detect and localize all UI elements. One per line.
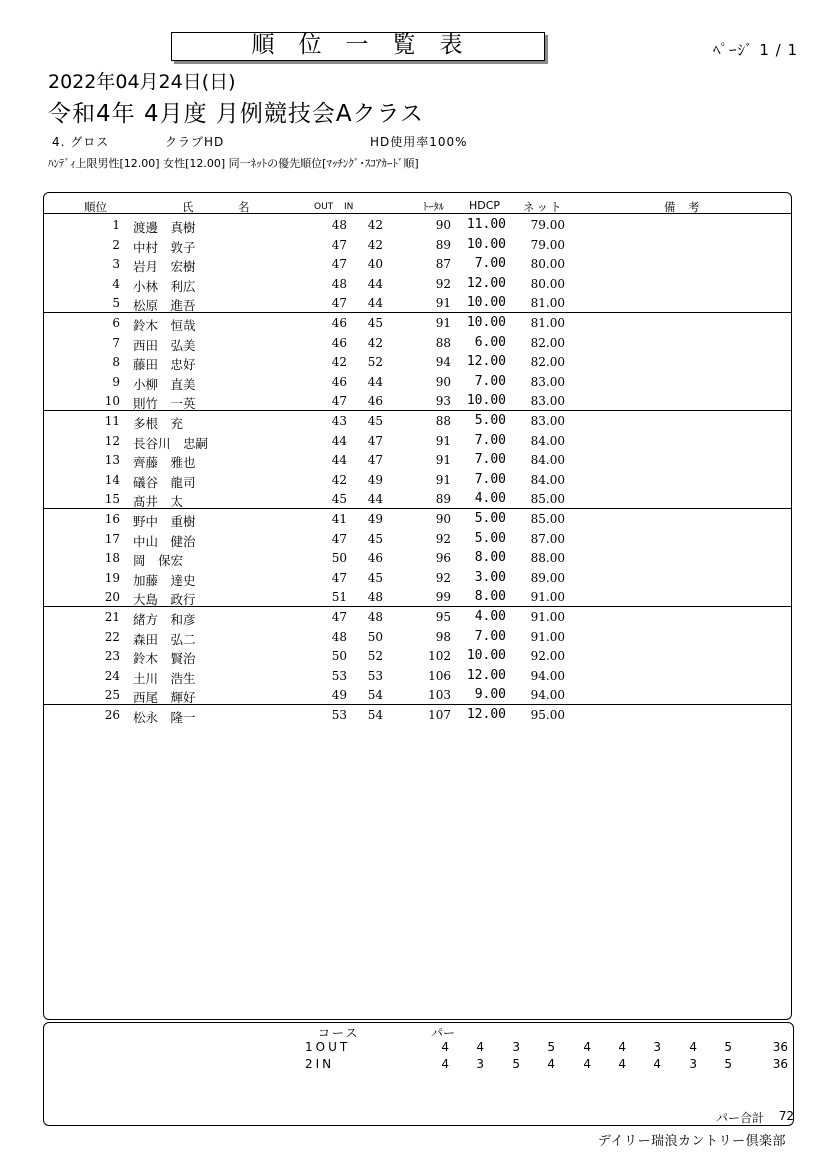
table-row (44, 568, 791, 588)
table-row (44, 431, 791, 451)
total-cell: 92 (435, 531, 451, 546)
rank-cell: 23 (104, 649, 120, 664)
hdcp-cell: 12.00 (466, 667, 506, 683)
total-cell: 92 (435, 570, 451, 585)
rank-cell: 19 (104, 570, 120, 585)
net-cell: 92.00 (530, 649, 565, 664)
rank-cell: 24 (104, 668, 120, 683)
table-row (44, 685, 791, 705)
header-in: IN (344, 202, 354, 212)
name-cell: 藤田 忠好 (133, 357, 196, 373)
name-cell: 森田 弘二 (133, 631, 196, 647)
hdcp-cell: 7.00 (474, 373, 506, 389)
table-row (44, 215, 791, 235)
name-cell: 齊藤 雅也 (133, 455, 196, 471)
total-cell: 91 (435, 453, 451, 468)
hole-par: 4 (618, 1057, 626, 1071)
net-cell: 94.00 (530, 668, 565, 683)
course-label: コース (318, 1026, 360, 1040)
hdcp-cell: 3.00 (474, 569, 506, 585)
hdcp-cell: 4.00 (474, 491, 506, 507)
hdcp-cell: 12.00 (466, 707, 506, 722)
course-total: 36 (772, 1057, 788, 1071)
net-cell: 95.00 (530, 708, 565, 722)
rank-cell: 17 (104, 531, 120, 546)
hdcp-cell: 5.00 (474, 511, 506, 526)
table-row (44, 274, 791, 294)
hole-par: 4 (441, 1057, 449, 1071)
header-name-2: 名 (238, 200, 250, 214)
page-title: 順位一覧表 (251, 32, 487, 58)
in-cell: 50 (367, 629, 383, 644)
total-cell: 96 (435, 551, 451, 566)
out-cell: 47 (331, 531, 347, 546)
net-cell: 83.00 (530, 374, 565, 389)
header-remarks-2: 考 (688, 200, 700, 214)
out-cell: 49 (331, 688, 347, 703)
page-indicator: ﾍﾟｰｼﾞ 1 / 1 (713, 41, 798, 59)
net-cell: 80.00 (530, 276, 565, 291)
total-cell: 106 (428, 668, 451, 683)
table-row (44, 548, 791, 568)
name-cell: 土川 浩生 (133, 670, 196, 686)
hdcp-cell: 12.00 (466, 354, 506, 370)
rank-cell: 13 (104, 453, 120, 468)
hdcp-cell: 10.00 (466, 295, 506, 311)
net-cell: 83.00 (530, 414, 565, 428)
name-cell: 小柳 直美 (133, 376, 196, 392)
total-cell: 91 (435, 433, 451, 448)
name-cell: 鈴木 賢治 (133, 651, 196, 667)
hole-par: 3 (689, 1057, 697, 1071)
table-row (44, 666, 791, 686)
hdcp-cell: 12.00 (466, 275, 506, 291)
header-rank: 順位 (84, 200, 107, 214)
total-cell: 103 (428, 688, 451, 703)
net-cell: 82.00 (530, 335, 565, 350)
header-remarks-1: 備 (664, 200, 676, 214)
out-cell: 42 (331, 355, 347, 370)
rank-cell: 26 (104, 708, 120, 722)
net-cell: 87.00 (530, 531, 565, 546)
net-cell: 91.00 (530, 629, 565, 644)
rank-cell: 6 (112, 316, 120, 330)
in-cell: 54 (367, 708, 383, 722)
hole-par: 3 (653, 1040, 661, 1054)
rank-cell: 20 (104, 590, 120, 605)
handicap-note: ﾊﾝﾃﾞｨ上限男性[12.00] 女性[12.00] 同一ﾈｯﾄの優先順位[ﾏｯﾁﾝｸﾞ･ｽｺｱｶｰﾄﾞ順] (48, 157, 419, 170)
in-cell: 48 (367, 610, 383, 624)
in-cell: 52 (367, 355, 383, 370)
total-cell: 91 (435, 472, 451, 487)
out-cell: 50 (331, 649, 347, 664)
rank-cell: 3 (112, 257, 120, 272)
out-cell: 46 (331, 374, 347, 389)
table-row (44, 529, 791, 549)
total-cell: 95 (435, 610, 451, 624)
hdcp-cell: 7.00 (474, 628, 506, 644)
rank-cell: 5 (112, 296, 120, 311)
net-cell: 85.00 (530, 492, 565, 507)
hole-par: 4 (689, 1040, 697, 1054)
hole-par: 5 (547, 1040, 555, 1054)
hole-par: 5 (512, 1057, 520, 1071)
rank-cell: 14 (104, 472, 120, 487)
hole-par: 4 (547, 1057, 555, 1071)
net-cell: 84.00 (530, 433, 565, 448)
total-cell: 89 (435, 492, 451, 507)
hdcp-cell: 10.00 (466, 315, 506, 330)
hdcp-cell: 7.00 (474, 256, 506, 272)
out-cell: 53 (331, 668, 347, 683)
rank-cell: 9 (112, 374, 120, 389)
table-row (44, 313, 791, 333)
hdcp-cell: 10.00 (466, 393, 506, 409)
out-cell: 48 (331, 218, 347, 232)
total-cell: 93 (435, 394, 451, 409)
hole-par: 4 (583, 1057, 591, 1071)
in-cell: 47 (367, 453, 383, 468)
rank-cell: 7 (112, 335, 120, 350)
net-cell: 89.00 (530, 570, 565, 585)
total-cell: 89 (435, 237, 451, 252)
name-cell: 松原 進吾 (133, 298, 196, 314)
out-cell: 47 (331, 570, 347, 585)
net-cell: 83.00 (530, 394, 565, 409)
table-row (44, 352, 791, 372)
net-cell: 84.00 (530, 453, 565, 468)
hole-par: 4 (583, 1040, 591, 1054)
name-cell: 加藤 達史 (133, 572, 196, 588)
table-row (44, 489, 791, 509)
rank-cell: 10 (104, 394, 120, 409)
name-cell: 渡邊 真樹 (133, 220, 196, 235)
total-cell: 88 (435, 335, 451, 350)
net-cell: 80.00 (530, 257, 565, 272)
rank-cell: 8 (112, 355, 120, 370)
in-cell: 54 (367, 688, 383, 703)
hdcp-cell: 5.00 (474, 413, 506, 428)
total-cell: 98 (435, 629, 451, 644)
out-cell: 48 (331, 629, 347, 644)
total-cell: 92 (435, 276, 451, 291)
name-cell: 岡 保宏 (133, 553, 184, 569)
hdcp-cell: 10.00 (466, 648, 506, 664)
name-cell: 大島 政行 (133, 592, 196, 608)
in-cell: 49 (367, 512, 383, 526)
header-out: OUT (314, 202, 334, 212)
table-row (44, 705, 791, 725)
hole-par: 4 (618, 1040, 626, 1054)
net-cell: 82.00 (530, 355, 565, 370)
net-cell: 79.00 (530, 237, 565, 252)
hdcp-cell: 7.00 (474, 471, 506, 487)
header-name-1: 氏 (182, 200, 194, 214)
hole-par: 5 (724, 1057, 732, 1071)
in-cell: 46 (367, 394, 383, 409)
table-row (44, 391, 791, 411)
par-table (43, 1022, 794, 1126)
out-cell: 47 (331, 610, 347, 624)
in-cell: 42 (367, 335, 383, 350)
par-label: パー (431, 1026, 456, 1040)
course-name: 1OUT (305, 1040, 351, 1054)
total-cell: 102 (428, 649, 451, 664)
course-total: 36 (772, 1040, 788, 1054)
hdcp-cell: 11.00 (466, 217, 506, 232)
format-label: 4. グロス (52, 135, 110, 149)
total-cell: 99 (435, 590, 451, 605)
in-cell: 45 (367, 414, 383, 428)
out-cell: 42 (331, 472, 347, 487)
in-cell: 42 (367, 218, 383, 232)
name-cell: 礒谷 龍司 (133, 474, 196, 490)
out-cell: 48 (331, 276, 347, 291)
out-cell: 41 (331, 512, 347, 526)
out-cell: 51 (331, 590, 347, 605)
name-cell: 長谷川 忠嗣 (133, 435, 209, 451)
hdcp-cell: 5.00 (474, 530, 506, 546)
table-row (44, 509, 791, 529)
out-cell: 45 (331, 492, 347, 507)
rank-cell: 4 (112, 276, 120, 291)
in-cell: 45 (367, 570, 383, 585)
out-cell: 46 (331, 316, 347, 330)
rank-cell: 21 (104, 610, 120, 624)
net-cell: 81.00 (530, 296, 565, 311)
name-cell: 中村 敦子 (133, 239, 196, 255)
name-cell: 岩月 宏樹 (133, 259, 196, 275)
table-row (44, 627, 791, 647)
net-cell: 85.00 (530, 512, 565, 526)
hdcp-cell: 9.00 (474, 687, 506, 703)
net-cell: 94.00 (530, 688, 565, 703)
rank-cell: 18 (104, 551, 120, 566)
hdcp-cell: 10.00 (466, 236, 506, 252)
in-cell: 40 (367, 257, 383, 272)
table-row (44, 607, 791, 627)
out-cell: 44 (331, 433, 347, 448)
out-cell: 43 (331, 414, 347, 428)
out-cell: 47 (331, 257, 347, 272)
in-cell: 52 (367, 649, 383, 664)
rank-cell: 11 (104, 414, 120, 428)
total-cell: 90 (435, 512, 451, 526)
in-cell: 53 (367, 668, 383, 683)
hd-label: クラブHD (165, 135, 225, 149)
competition-title: 令和4年 4月度 月例競技会Aクラス (48, 101, 424, 127)
hd-rate: HD使用率100% (370, 135, 468, 149)
club-name: デイリー瑞浪カントリー倶楽部 (597, 1134, 786, 1149)
par-total-label: パー合計 (715, 1111, 764, 1125)
name-cell: 髙井 太 (133, 494, 184, 510)
name-cell: 西田 弘美 (133, 337, 196, 353)
in-cell: 44 (367, 374, 383, 389)
total-cell: 90 (435, 374, 451, 389)
header-total: ﾄｰﾀﾙ (423, 201, 444, 213)
header-net: ネット (523, 200, 564, 214)
table-row (44, 411, 791, 431)
rank-cell: 16 (104, 512, 120, 526)
table-row (44, 470, 791, 490)
table-row (44, 646, 791, 666)
name-cell: 野中 重樹 (133, 514, 196, 529)
date: 2022年04月24日(日) (48, 71, 236, 93)
hole-par: 4 (441, 1040, 449, 1054)
table-row (44, 333, 791, 353)
hdcp-cell: 8.00 (474, 589, 506, 605)
in-cell: 45 (367, 531, 383, 546)
net-cell: 91.00 (530, 610, 565, 624)
header-divider (44, 213, 791, 214)
hole-par: 5 (724, 1040, 732, 1054)
total-cell: 88 (435, 414, 451, 428)
hdcp-cell: 7.00 (474, 452, 506, 468)
table-row (44, 372, 791, 392)
in-cell: 49 (367, 472, 383, 487)
hole-par: 3 (512, 1040, 520, 1054)
in-cell: 44 (367, 276, 383, 291)
rank-cell: 1 (112, 218, 120, 232)
hdcp-cell: 4.00 (474, 609, 506, 624)
hdcp-cell: 7.00 (474, 432, 506, 448)
rank-cell: 2 (112, 237, 120, 252)
header-hdcp: HDCP (469, 199, 501, 212)
net-cell: 88.00 (530, 551, 565, 566)
in-cell: 48 (367, 590, 383, 605)
out-cell: 44 (331, 453, 347, 468)
total-cell: 91 (435, 316, 451, 330)
in-cell: 44 (367, 492, 383, 507)
in-cell: 45 (367, 316, 383, 330)
hole-par: 4 (476, 1040, 484, 1054)
out-cell: 46 (331, 335, 347, 350)
hole-par: 3 (476, 1057, 484, 1071)
course-name: 2IN (305, 1057, 335, 1071)
hdcp-cell: 6.00 (474, 334, 506, 350)
rank-cell: 22 (104, 629, 120, 644)
in-cell: 44 (367, 296, 383, 311)
name-cell: 小林 利広 (133, 278, 196, 294)
in-cell: 47 (367, 433, 383, 448)
name-cell: 緒方 和彦 (133, 612, 196, 627)
total-cell: 90 (435, 218, 451, 232)
total-cell: 107 (428, 708, 451, 722)
out-cell: 53 (331, 708, 347, 722)
in-cell: 46 (367, 551, 383, 566)
par-total-value: 72 (778, 1109, 794, 1123)
total-cell: 91 (435, 296, 451, 311)
name-cell: 松永 隆一 (133, 710, 196, 725)
net-cell: 79.00 (530, 218, 565, 232)
net-cell: 81.00 (530, 316, 565, 330)
total-cell: 87 (435, 257, 451, 272)
name-cell: 鈴木 恒哉 (133, 318, 196, 333)
rank-cell: 15 (104, 492, 120, 507)
out-cell: 50 (331, 551, 347, 566)
in-cell: 42 (367, 237, 383, 252)
total-cell: 94 (435, 355, 451, 370)
out-cell: 47 (331, 296, 347, 311)
table-row (44, 235, 791, 255)
net-cell: 84.00 (530, 472, 565, 487)
hole-par: 4 (653, 1057, 661, 1071)
name-cell: 西尾 輝好 (133, 690, 196, 706)
rank-cell: 25 (104, 688, 120, 703)
table-row (44, 254, 791, 274)
rank-cell: 12 (104, 433, 120, 448)
name-cell: 則竹 一英 (133, 396, 196, 412)
net-cell: 91.00 (530, 590, 565, 605)
name-cell: 多根 充 (133, 416, 184, 431)
out-cell: 47 (331, 394, 347, 409)
hdcp-cell: 8.00 (474, 550, 506, 566)
name-cell: 中山 健治 (133, 533, 196, 549)
out-cell: 47 (331, 237, 347, 252)
table-row (44, 293, 791, 313)
table-row (44, 450, 791, 470)
table-row (44, 587, 791, 607)
